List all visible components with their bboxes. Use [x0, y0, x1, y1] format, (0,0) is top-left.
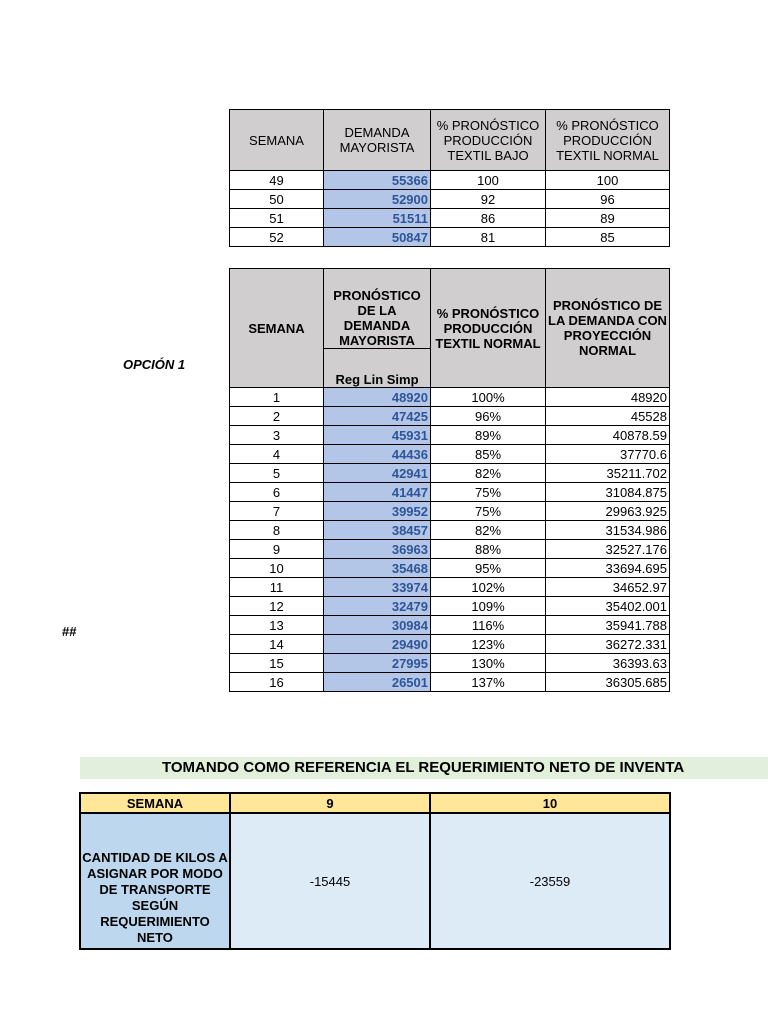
cell-demanda: 50847 — [324, 228, 431, 247]
cell-semana: 11 — [230, 578, 324, 597]
cell-pronostico: 27995 — [324, 654, 431, 673]
cell-pct: 96% — [431, 407, 546, 426]
cell-pronostico: 42941 — [324, 464, 431, 483]
cell-semana: 50 — [230, 190, 324, 209]
cell-proyeccion: 35402.001 — [546, 597, 670, 616]
table-row — [230, 540, 670, 559]
cell-semana: 49 — [230, 171, 324, 190]
table-row — [230, 483, 670, 502]
cell-semana: 2 — [230, 407, 324, 426]
forecast-table-body — [230, 388, 670, 692]
cell-semana: 16 — [230, 673, 324, 692]
cell-pronostico: 36963 — [324, 540, 431, 559]
cell-pct: 75% — [431, 483, 546, 502]
cell-semana: 3 — [230, 426, 324, 445]
cell-bajo: 81 — [431, 228, 546, 247]
table-row — [230, 654, 670, 673]
cell-demanda: 55366 — [324, 171, 431, 190]
cell-semana: 7 — [230, 502, 324, 521]
forecast-table — [229, 268, 670, 692]
table-row — [230, 502, 670, 521]
table-row — [230, 445, 670, 464]
cell-normal: 100 — [546, 171, 670, 190]
cell-pct: 116% — [431, 616, 546, 635]
hash-label: ## — [62, 624, 77, 639]
cell-pct: 88% — [431, 540, 546, 559]
cell-proyeccion: 29963.925 — [546, 502, 670, 521]
cell-pronostico: 41447 — [324, 483, 431, 502]
table-row — [230, 559, 670, 578]
table-row — [230, 190, 670, 209]
cell-bajo: 100 — [431, 171, 546, 190]
table-row — [230, 578, 670, 597]
cell-proyeccion: 34652.97 — [546, 578, 670, 597]
header-semana: SEMANA — [80, 793, 230, 813]
table-row — [230, 171, 670, 190]
cell-pct: 75% — [431, 502, 546, 521]
cell-pct: 82% — [431, 464, 546, 483]
header-semana: SEMANA — [230, 110, 324, 171]
cell-pct: 137% — [431, 673, 546, 692]
cell-bajo: 86 — [431, 209, 546, 228]
cell-semana: 8 — [230, 521, 324, 540]
table-row — [230, 388, 670, 407]
cell-proyeccion: 36272.331 — [546, 635, 670, 654]
cell-pronostico: 32479 — [324, 597, 431, 616]
cell-normal: 85 — [546, 228, 670, 247]
week-10-value: -23559 — [430, 813, 670, 949]
header-pct-normal: % PRONÓSTICO PRODUCCIÓN TEXTIL NORMAL — [546, 110, 670, 171]
cell-semana: 5 — [230, 464, 324, 483]
cell-proyeccion: 40878.59 — [546, 426, 670, 445]
option-label: OPCIÓN 1 — [123, 357, 186, 372]
header-proyeccion: PRONÓSTICO DE LA DEMANDA CON PROYECCIÓN NORMAL — [546, 269, 670, 388]
cell-pct: 100% — [431, 388, 546, 407]
week-10-header: 10 — [430, 793, 670, 813]
header-pct-bajo: % PRONÓSTICO PRODUCCIÓN TEXTIL BAJO — [431, 110, 546, 171]
cell-pct: 123% — [431, 635, 546, 654]
cell-pronostico: 48920 — [324, 388, 431, 407]
cell-proyeccion: 45528 — [546, 407, 670, 426]
header-pronostico: PRONÓSTICO DE LA DEMANDA MAYORISTA — [324, 269, 431, 349]
cell-semana: 9 — [230, 540, 324, 559]
cell-proyeccion: 35941.788 — [546, 616, 670, 635]
cell-semana: 51 — [230, 209, 324, 228]
cell-proyeccion: 33694.695 — [546, 559, 670, 578]
cell-proyeccion: 31534.986 — [546, 521, 670, 540]
header-demanda: DEMANDA MAYORISTA — [324, 110, 431, 171]
table-row — [230, 673, 670, 692]
table-row — [230, 635, 670, 654]
cell-semana: 52 — [230, 228, 324, 247]
cell-proyeccion: 36393.63 — [546, 654, 670, 673]
table-row — [230, 464, 670, 483]
cell-semana: 6 — [230, 483, 324, 502]
table-row — [230, 597, 670, 616]
cell-proyeccion: 31084.875 — [546, 483, 670, 502]
cell-semana: 14 — [230, 635, 324, 654]
table-row — [230, 616, 670, 635]
table-row — [230, 426, 670, 445]
kilos-label: CANTIDAD DE KILOS A ASIGNAR POR MODO DE TRANSPORTE SEGÚN REQUERIMIENTO NETO — [80, 813, 230, 949]
header-semana: SEMANA — [230, 269, 324, 388]
cell-pct: 109% — [431, 597, 546, 616]
cell-semana: 15 — [230, 654, 324, 673]
cell-semana: 10 — [230, 559, 324, 578]
cell-proyeccion: 35211.702 — [546, 464, 670, 483]
week-9-value: -15445 — [230, 813, 430, 949]
table-row — [230, 521, 670, 540]
cell-semana: 12 — [230, 597, 324, 616]
cell-pct: 95% — [431, 559, 546, 578]
cell-bajo: 92 — [431, 190, 546, 209]
cell-semana: 4 — [230, 445, 324, 464]
cell-normal: 89 — [546, 209, 670, 228]
cell-pronostico: 26501 — [324, 673, 431, 692]
cell-pct: 85% — [431, 445, 546, 464]
cell-pronostico: 39952 — [324, 502, 431, 521]
cell-pct: 130% — [431, 654, 546, 673]
cell-pronostico: 35468 — [324, 559, 431, 578]
cell-semana: 1 — [230, 388, 324, 407]
cell-pronostico: 33974 — [324, 578, 431, 597]
cell-demanda: 52900 — [324, 190, 431, 209]
cell-pronostico: 47425 — [324, 407, 431, 426]
reference-banner: TOMANDO COMO REFERENCIA EL REQUERIMIENTO NETO DE INVENTA — [80, 757, 768, 779]
cell-proyeccion: 32527.176 — [546, 540, 670, 559]
cell-pronostico: 45931 — [324, 426, 431, 445]
cell-demanda: 51511 — [324, 209, 431, 228]
table-row — [230, 228, 670, 247]
demand-table-body — [230, 171, 670, 247]
header-reg-lin-simp: Reg Lin Simp — [324, 348, 431, 387]
cell-normal: 96 — [546, 190, 670, 209]
cell-pct: 89% — [431, 426, 546, 445]
week-9-header: 9 — [230, 793, 430, 813]
cell-proyeccion: 48920 — [546, 388, 670, 407]
cell-pronostico: 29490 — [324, 635, 431, 654]
cell-pronostico: 44436 — [324, 445, 431, 464]
demand-table — [229, 109, 670, 247]
allocation-table — [79, 792, 671, 950]
cell-proyeccion: 37770.6 — [546, 445, 670, 464]
cell-pronostico: 38457 — [324, 521, 431, 540]
table-row — [230, 209, 670, 228]
header-pct-normal: % PRONÓSTICO PRODUCCIÓN TEXTIL NORMAL — [431, 269, 546, 388]
cell-pct: 82% — [431, 521, 546, 540]
cell-pronostico: 30984 — [324, 616, 431, 635]
cell-proyeccion: 36305.685 — [546, 673, 670, 692]
table-row — [230, 407, 670, 426]
cell-semana: 13 — [230, 616, 324, 635]
cell-pct: 102% — [431, 578, 546, 597]
